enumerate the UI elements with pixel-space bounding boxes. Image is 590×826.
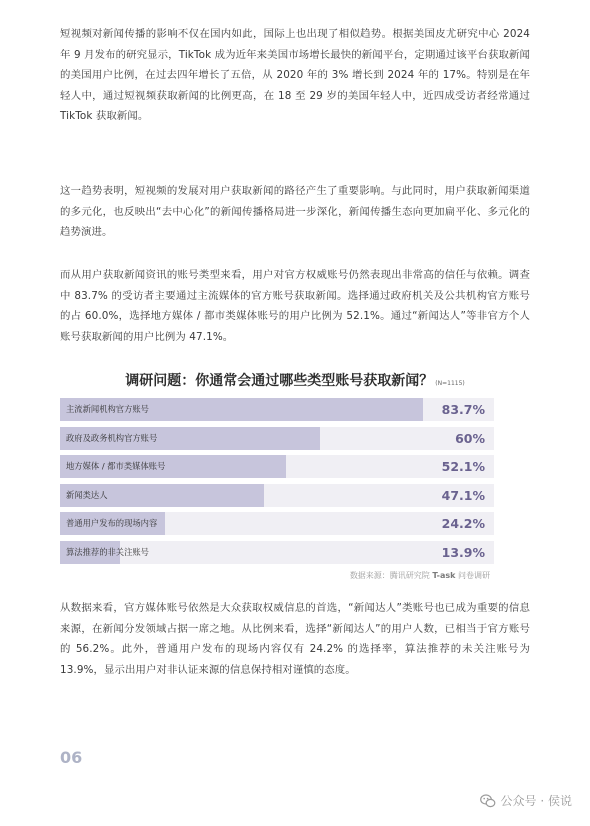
page-number: 06	[60, 748, 83, 767]
bar-value-label: 52.1%	[441, 459, 485, 474]
source-brand: T-ask	[432, 571, 456, 580]
source-prefix: 数据来源：腾讯研究院	[349, 571, 433, 580]
source-suffix: 问卷调研	[455, 571, 490, 580]
watermark	[480, 792, 572, 809]
data-source	[350, 570, 490, 581]
bar-category-label: 主流新闻机构官方账号	[66, 404, 149, 414]
paragraph-2: 这一趋势表明，短视频的发展对用户获取新闻的路径产生了重要影响。与此同时，用户获取新闻渠道的多元化，也反映出“去中心化”的新闻传播格局进一步深化，新闻传播生态向更加扁平化、多元化的趋势演进。	[60, 185, 530, 238]
bar-value-label: 13.9%	[441, 544, 485, 560]
sample-size-note: (N=1115)	[435, 380, 465, 387]
chart-title: 调研问题：你通常会通过哪些类型账号获取新闻？	[125, 373, 434, 389]
bar-value-label: 47.1%	[441, 487, 485, 503]
bar-value-label: 24.2%	[441, 516, 485, 531]
bar-category-label: 算法推荐的非关注账号	[66, 546, 149, 557]
bar-row	[60, 512, 494, 535]
chart-title-block	[0, 370, 590, 390]
paragraph-1: 短视频对新闻传播的影响不仅在国内如此，国际上也出现了相似趋势。根据美国皮尤研究中心 2024 年 9 月发布的研究显示，TikTok 成为近年来美国市场增长最快的新闻平台，定期通过该平台获取新闻的美国用户比例，在过去四年增长了五倍，从 2020 年的 3% 增长到 2024 年的 17%。特别是在年轻人中，通过短视频获取新闻的比例更高，在 18 至 29 岁的美国年轻人中，近四成受访者经常通过 TikTok 获取新闻。	[60, 28, 530, 122]
bar-value-label: 83.7%	[441, 402, 485, 417]
bar-category-label: 普通用户发布的现场内容	[66, 518, 158, 528]
bar-row	[60, 541, 494, 564]
wechat-icon	[480, 794, 496, 808]
bar-category-label: 新闻类达人	[66, 489, 108, 500]
bar-row	[60, 398, 494, 421]
bar-category-label: 地方媒体 / 都市类媒体账号	[66, 461, 166, 471]
bar-row	[60, 484, 494, 507]
bar-row	[60, 455, 494, 478]
watermark-text: 公众号 · 侯说	[500, 794, 572, 808]
paragraph-4: 从数据来看，官方媒体账号依然是大众获取权威信息的首选，“新闻达人”类账号也已成为重要的信息来源，在新闻分发领域占据一席之地。从比例来看，选择“新闻达人”的用户人数，已相当于官方账号的 56.2%。此外，普通用户发布的现场内容仅有 24.2% 的选择率，算法推荐的未关注账号为 13.9%，显示出用户对非认证来源的信息保持相对谨慎的态度。	[60, 602, 530, 676]
bar-chart	[60, 398, 494, 569]
bar-category-label: 政府及政务机构官方账号	[66, 432, 158, 443]
paragraph-3: 而从用户获取新闻资讯的账号类型来看，用户对官方权威账号仍然表现出非常高的信任与依赖。调查中 83.7% 的受访者主要通过主流媒体的官方账号获取新闻。选择通过政府机关及公共机构官方账号的占 60.0%，选择地方媒体 / 都市类媒体账号的用户比例为 52.1%。通过“新闻达人”等非官方个人账号获取新闻的用户比例为 47.1%。	[60, 269, 530, 343]
bar-value-label: 60%	[455, 430, 485, 446]
bar-row	[60, 427, 494, 450]
